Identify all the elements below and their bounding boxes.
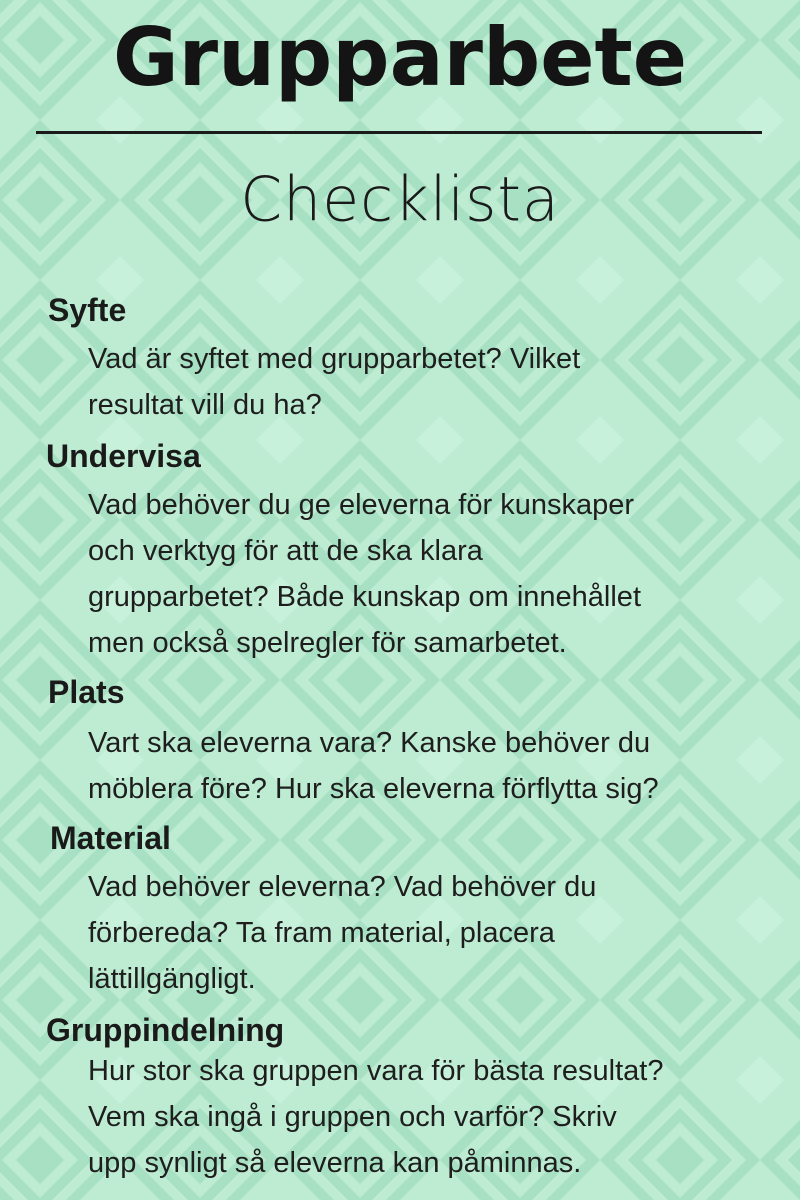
text-line: Vem ska ingå i gruppen och varför? Skriv — [88, 1101, 617, 1133]
text-line: och verktyg för att de ska klara — [88, 535, 483, 567]
text-line: men också spelregler för samarbetet. — [88, 627, 567, 659]
text-line: Vad är syftet med grupparbetet? Vilket — [88, 343, 581, 375]
section-text-plats — [88, 720, 788, 812]
text-line: lättillgängligt. — [88, 963, 256, 995]
text-line: Hur stor ska gruppen vara för bästa resultat? — [88, 1055, 664, 1087]
section-heading-plats: Plats — [48, 674, 125, 710]
section-heading-syfte: Syfte — [48, 292, 127, 328]
text-line: Vad behöver eleverna? Vad behöver du — [88, 871, 597, 903]
section-text-material — [88, 864, 788, 1002]
section-text-syfte — [88, 336, 788, 428]
section-text-undervisa — [88, 482, 788, 666]
text-line: upp synligt så eleverna kan påminnas. — [88, 1147, 582, 1179]
text-line: Vart ska eleverna vara? Kanske behöver du — [88, 727, 651, 759]
text-line: möblera före? Hur ska eleverna förflytta sig? — [88, 773, 659, 805]
title-divider — [36, 131, 762, 134]
section-heading-undervisa: Undervisa — [46, 438, 201, 474]
section-heading-gruppindelning: Gruppindelning — [46, 1012, 285, 1048]
page-title: Grupparbete — [112, 11, 688, 104]
page-subtitle: Checklista — [240, 164, 560, 236]
text-line: grupparbetet? Både kunskap om innehållet — [88, 581, 641, 613]
text-line: Vad behöver du ge eleverna för kunskaper — [88, 489, 634, 521]
section-heading-material: Material — [50, 820, 171, 856]
text-line: resultat vill du ha? — [88, 389, 322, 421]
text-line: förbereda? Ta fram material, placera — [88, 917, 555, 949]
section-text-gruppindelning — [88, 1048, 788, 1186]
